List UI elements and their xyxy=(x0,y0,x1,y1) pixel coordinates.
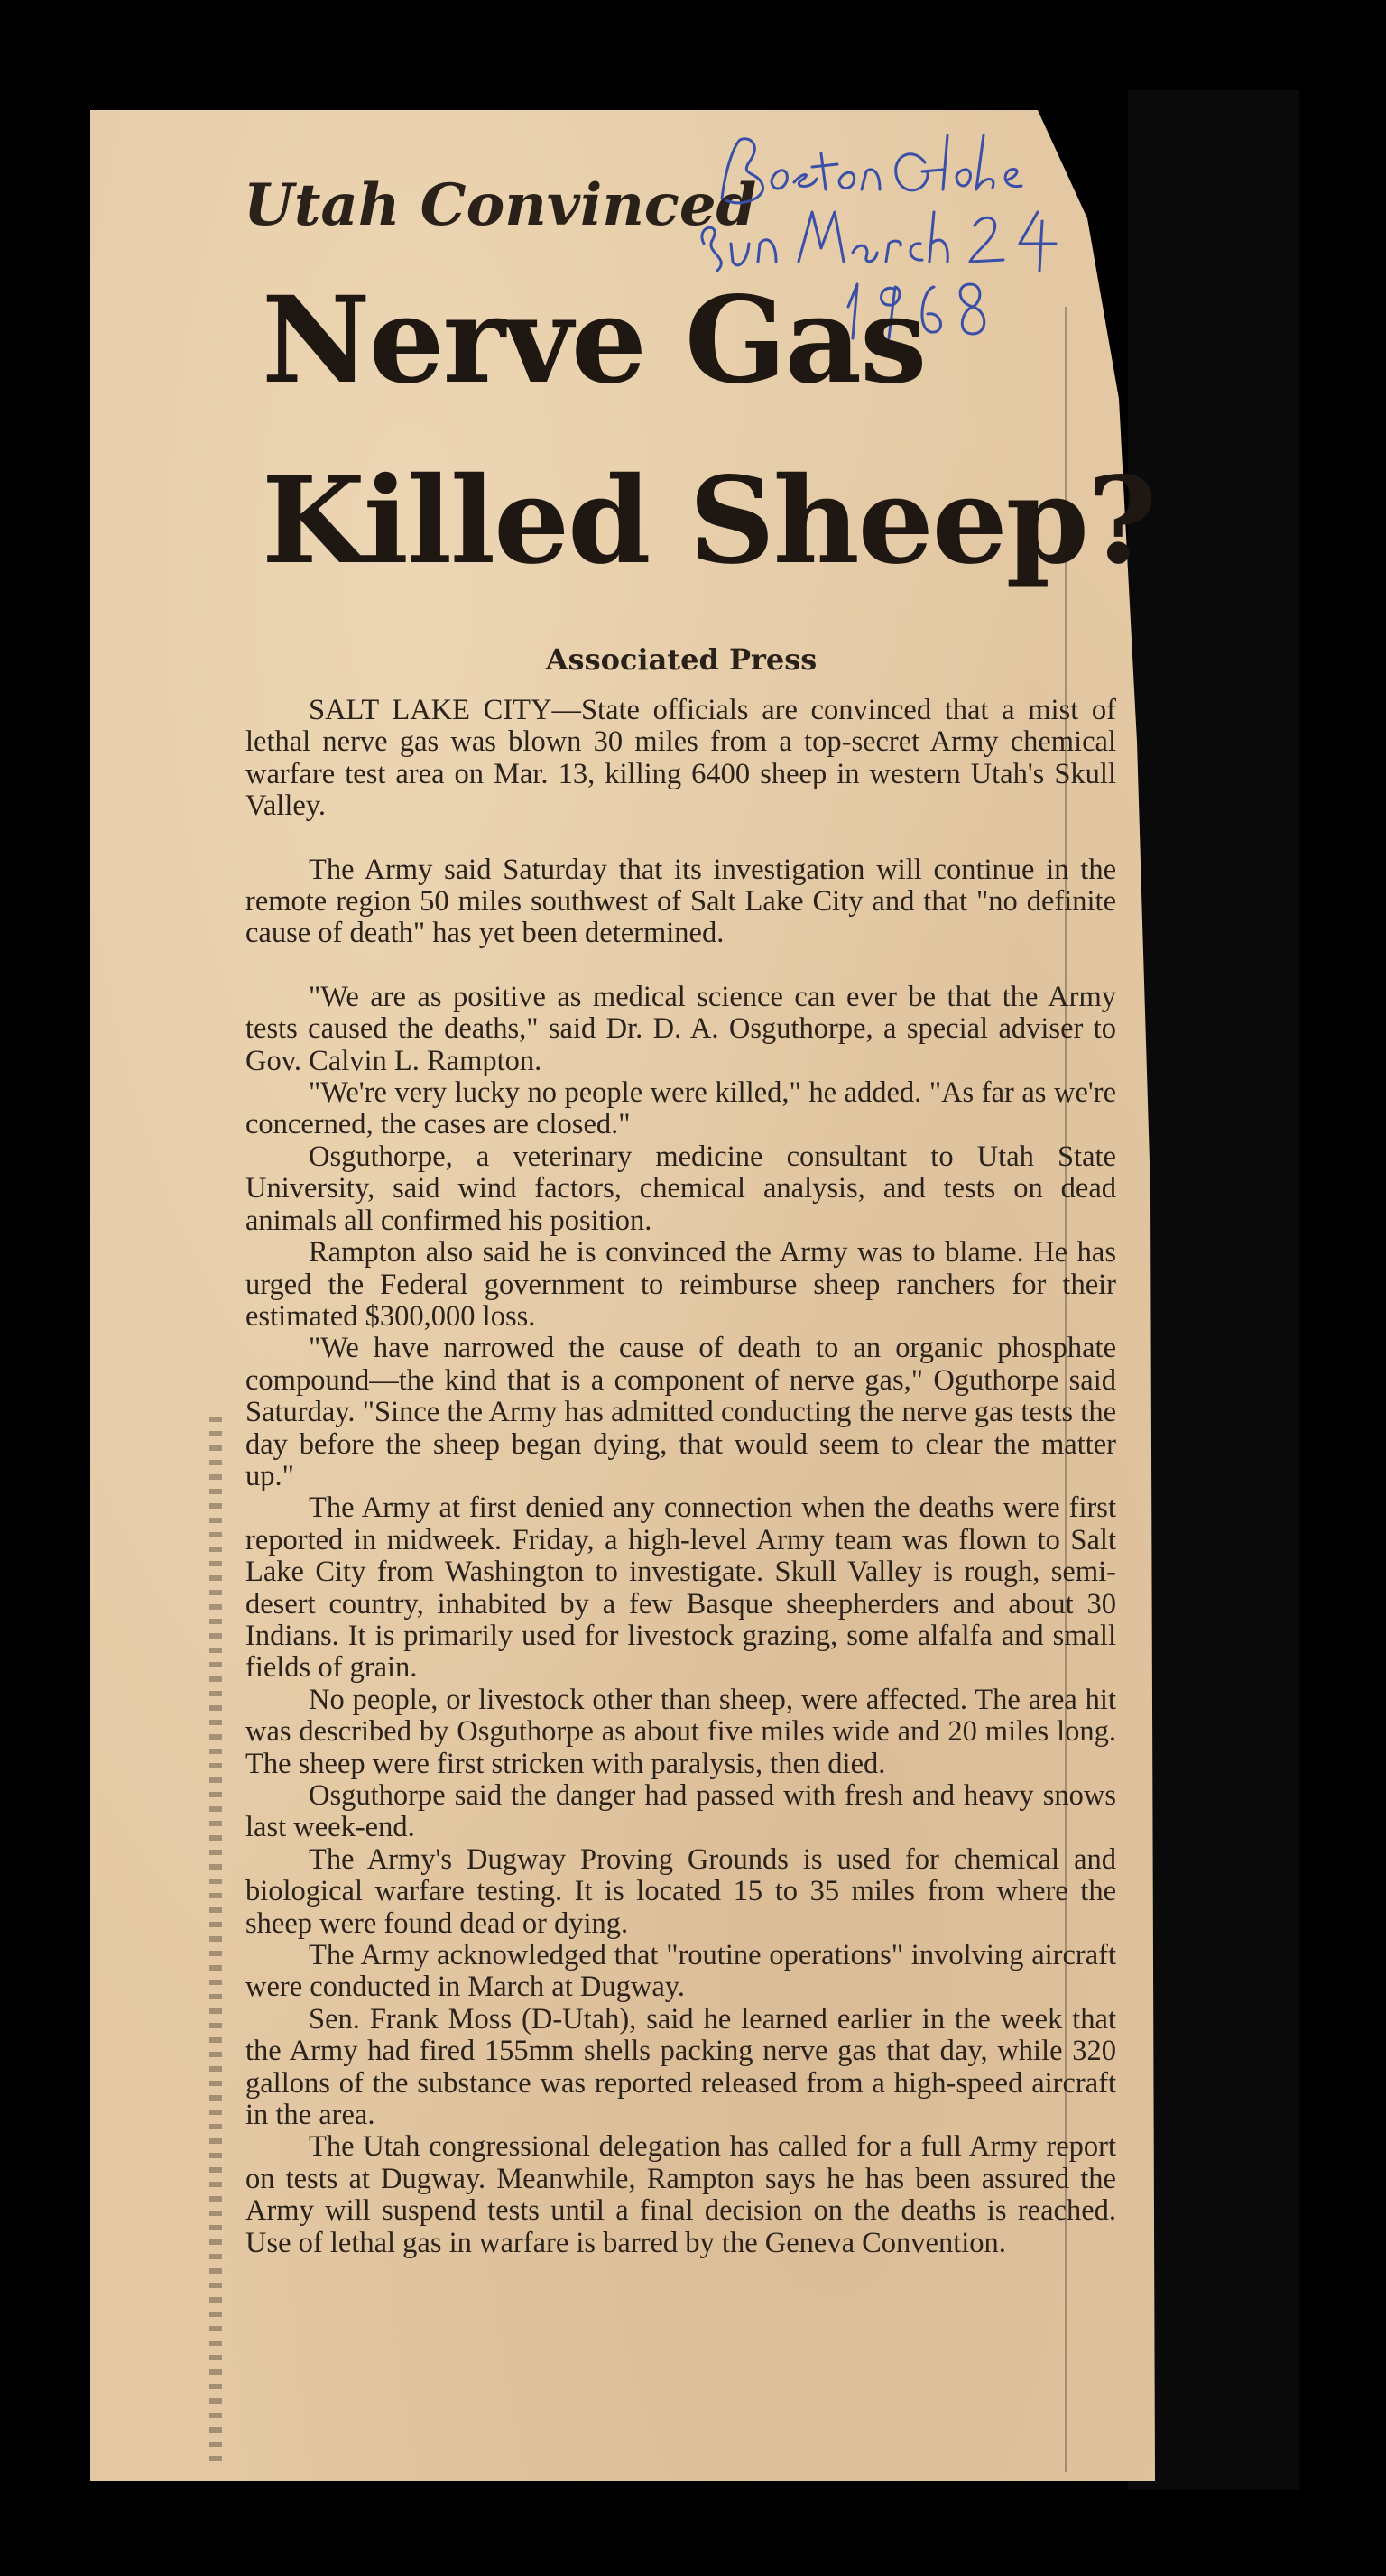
article-paragraph: "We're very lucky no people were killed," he added. "As far as we're concerned, the cases are closed." xyxy=(245,1076,1116,1141)
article-paragraph: The Army said Saturday that its investigation will continue in the remote region 50 miles southwest of Salt Lake City and that "no definite cause of death" has yet been determined. xyxy=(245,853,1116,950)
headline-line-2: Killed Sheep? xyxy=(262,451,1156,591)
article-paragraph: Osguthorpe said the danger had passed with fresh and heavy snows last week-end. xyxy=(245,1779,1116,1844)
article-paragraph: Rampton also said he is convinced the Army was to blame. He has urged the Federal government to reimburse sheep ranchers for their estimated $300,000 loss. xyxy=(245,1236,1116,1333)
article-paragraph: The Army acknowledged that "routine operations" involving aircraft were conducted in March at Dugway. xyxy=(245,1939,1116,2004)
article-body xyxy=(245,695,1116,2259)
article-paragraph: The Army's Dugway Proving Grounds is used for chemical and biological warfare testing. It is located 15 to 35 miles from where the sheep were found dead or dying. xyxy=(245,1842,1116,1940)
article-paragraph: Osguthorpe, a veterinary medicine consultant to Utah State University, said wind factors, chemical analysis, and tests on dead animals all confirmed his position. xyxy=(245,1140,1116,1237)
headline-kicker: Utah Convinced xyxy=(244,171,757,239)
headline-line-1: Nerve Gas xyxy=(262,271,926,411)
torn-edge-marks xyxy=(209,1417,222,2463)
article-paragraph: The Utah congressional delegation has called for a full Army report on tests at Dugway. Meanwhile, Rampton says he has been assured the Army will suspend tests until a final decision on the deaths is reached. Use of lethal gas in warfare is barred by the Geneva Convention. xyxy=(245,2130,1116,2259)
article-paragraph: SALT LAKE CITY—State officials are convinced that a mist of lethal nerve gas was blown 30 miles from a top-secret Army chemical warfare test area on Mar. 13, killing 6400 sheep in western Utah's Skull Valley. xyxy=(245,694,1116,823)
article-paragraph: Sen. Frank Moss (D-Utah), said he learned earlier in the week that the Army had fired 155mm shells packing nerve gas that day, while 320 gallons of the substance was reported released from a high-speed aircraft in the area. xyxy=(245,2002,1116,2132)
article-paragraph: "We have narrowed the cause of death to an organic phosphate compound—the kind that is a component of nerve gas," Oguthorpe said Saturday. "Since the Army has admitted conducting the nerve gas tests the day before the sheep began dying, that would seem to clear the matter up." xyxy=(245,1332,1116,1492)
article-paragraph: The Army at first denied any connection when the deaths were first reported in midweek. Friday, a high-level Army team was flown to Salt Lake City from Washington to investigate. Skull Valley is rough, semi-desert country, inhabited by a few Basque sheepherders and about 30 Indians. It is primarily used for livestock grazing, some alfalfa and small fields of grain. xyxy=(245,1491,1116,1685)
article-paragraph: No people, or livestock other than sheep, were affected. The area hit was described by Osguthorpe as about five miles wide and 20 miles long. The sheep were first stricken with paralysis, then died. xyxy=(245,1683,1116,1780)
byline: Associated Press xyxy=(545,642,818,677)
article-paragraph: "We are as positive as medical science can ever be that the Army tests caused the deaths," said Dr. D. A. Osguthorpe, a special adviser to Gov. Calvin L. Rampton. xyxy=(245,980,1116,1077)
